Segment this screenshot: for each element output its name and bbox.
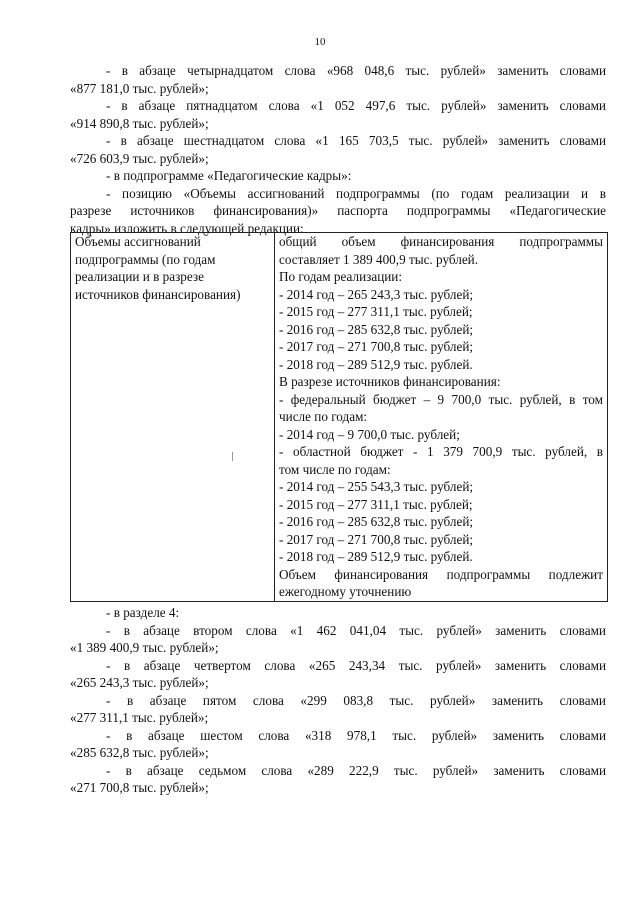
- scan-mark: [232, 452, 233, 461]
- text-line: - в абзаце пятом слова «299 083,8 тыс. рублей» заменить словами: [106, 692, 606, 708]
- cell-line: Объем финансирования подпрограммы подлежит: [279, 566, 603, 582]
- cell-line: источников финансирования): [75, 286, 241, 302]
- cell-line: подпрограммы (по годам: [75, 251, 216, 267]
- text-line: - в абзаце шестом слова «318 978,1 тыс. рублей» заменить словами: [106, 727, 606, 743]
- cell-line: - 2018 год – 289 512,9 тыс. рублей.: [279, 356, 473, 372]
- table-cell-label: [71, 233, 275, 602]
- cell-line: общий объем финансирования подпрограммы: [279, 234, 603, 249]
- cell-line: - 2015 год – 277 311,1 тыс. рублей;: [279, 496, 473, 512]
- text-line: - в разделе 4:: [106, 605, 180, 620]
- cell-line: - 2018 год – 289 512,9 тыс. рублей.: [279, 549, 473, 564]
- cell-line: - областной бюджет - 1 379 700,9 тыс. рублей, в: [279, 444, 603, 459]
- cell-line: - 2014 год – 9 700,0 тыс. рублей;: [279, 426, 460, 442]
- cell-line: - 2015 год – 277 311,1 тыс. рублей;: [279, 304, 473, 319]
- cell-line: числе по годам:: [279, 409, 368, 424]
- text-line: «877 181,0 тыс. рублей»;: [70, 80, 209, 96]
- text-line: «726 603,9 тыс. рублей»;: [70, 150, 209, 166]
- cell-line: - 2017 год – 271 700,8 тыс. рублей;: [279, 531, 474, 547]
- text-line: «271 700,8 тыс. рублей»;: [70, 780, 209, 795]
- text-line: - позицию «Объемы ассигнований подпрограммы (по годам реализации и в: [106, 185, 606, 201]
- text-line: разрезе источников финансирования)» паспорта подпрограммы «Педагогические: [70, 203, 606, 218]
- cell-line: По годам реализации:: [279, 269, 403, 284]
- cell-line: составляет 1 389 400,9 тыс. рублей.: [279, 251, 479, 267]
- text-line: «914 890,8 тыс. рублей»;: [70, 115, 209, 131]
- text-line: - в абзаце четвертом слова «265 243,34 тыс. рублей» заменить словами: [106, 657, 606, 673]
- intro-text: [70, 62, 606, 237]
- table-row: [71, 233, 608, 602]
- cell-line: - 2014 год – 265 243,3 тыс. рублей;: [279, 286, 474, 302]
- funding-table: [70, 232, 608, 602]
- table-cell-value: [275, 233, 608, 602]
- text-line: - в абзаце пятнадцатом слова «1 052 497,6 тыс. рублей» заменить словами: [106, 98, 606, 113]
- cell-line: - 2014 год – 255 543,3 тыс. рублей;: [279, 479, 474, 494]
- text-line: «277 311,1 тыс. рублей»;: [70, 710, 209, 725]
- text-line: - в абзаце шестнадцатом слова «1 165 703,5 тыс. рублей» заменить словами: [106, 133, 606, 148]
- text-line: - в подпрограмме «Педагогические кадры»:: [106, 168, 352, 183]
- cell-line: Объемы ассигнований: [75, 234, 201, 249]
- cell-line: - 2016 год – 285 632,8 тыс. рублей;: [279, 321, 474, 337]
- text-line: «265 243,3 тыс. рублей»;: [70, 675, 209, 690]
- text-line: - в абзаце седьмом слова «289 222,9 тыс. рублей» заменить словами: [106, 762, 606, 778]
- cell-line: - 2017 год – 271 700,8 тыс. рублей;: [279, 339, 474, 354]
- page-number: 10: [314, 36, 326, 48]
- text-line: - в абзаце четырнадцатом слова «968 048,6 тыс. рублей» заменить словами: [106, 63, 606, 78]
- cell-line: В разрезе источников финансирования:: [279, 374, 501, 389]
- text-line: кадры» изложить в следующей редакции:: [70, 220, 304, 236]
- cell-line: реализации и в разрезе: [75, 269, 204, 284]
- text-line: - в абзаце втором слова «1 462 041,04 тыс. рублей» заменить словами: [106, 622, 606, 638]
- outro-text: [70, 604, 606, 797]
- text-line: «285 632,8 тыс. рублей»;: [70, 745, 209, 760]
- text-line: «1 389 400,9 тыс. рублей»;: [70, 640, 219, 655]
- cell-line: - 2016 год – 285 632,8 тыс. рублей;: [279, 514, 474, 529]
- cell-line: том числе по годам:: [279, 461, 391, 477]
- cell-line: - федеральный бюджет – 9 700,0 тыс. рублей, в том: [279, 391, 603, 407]
- cell-line: ежегодному уточнению: [279, 584, 412, 599]
